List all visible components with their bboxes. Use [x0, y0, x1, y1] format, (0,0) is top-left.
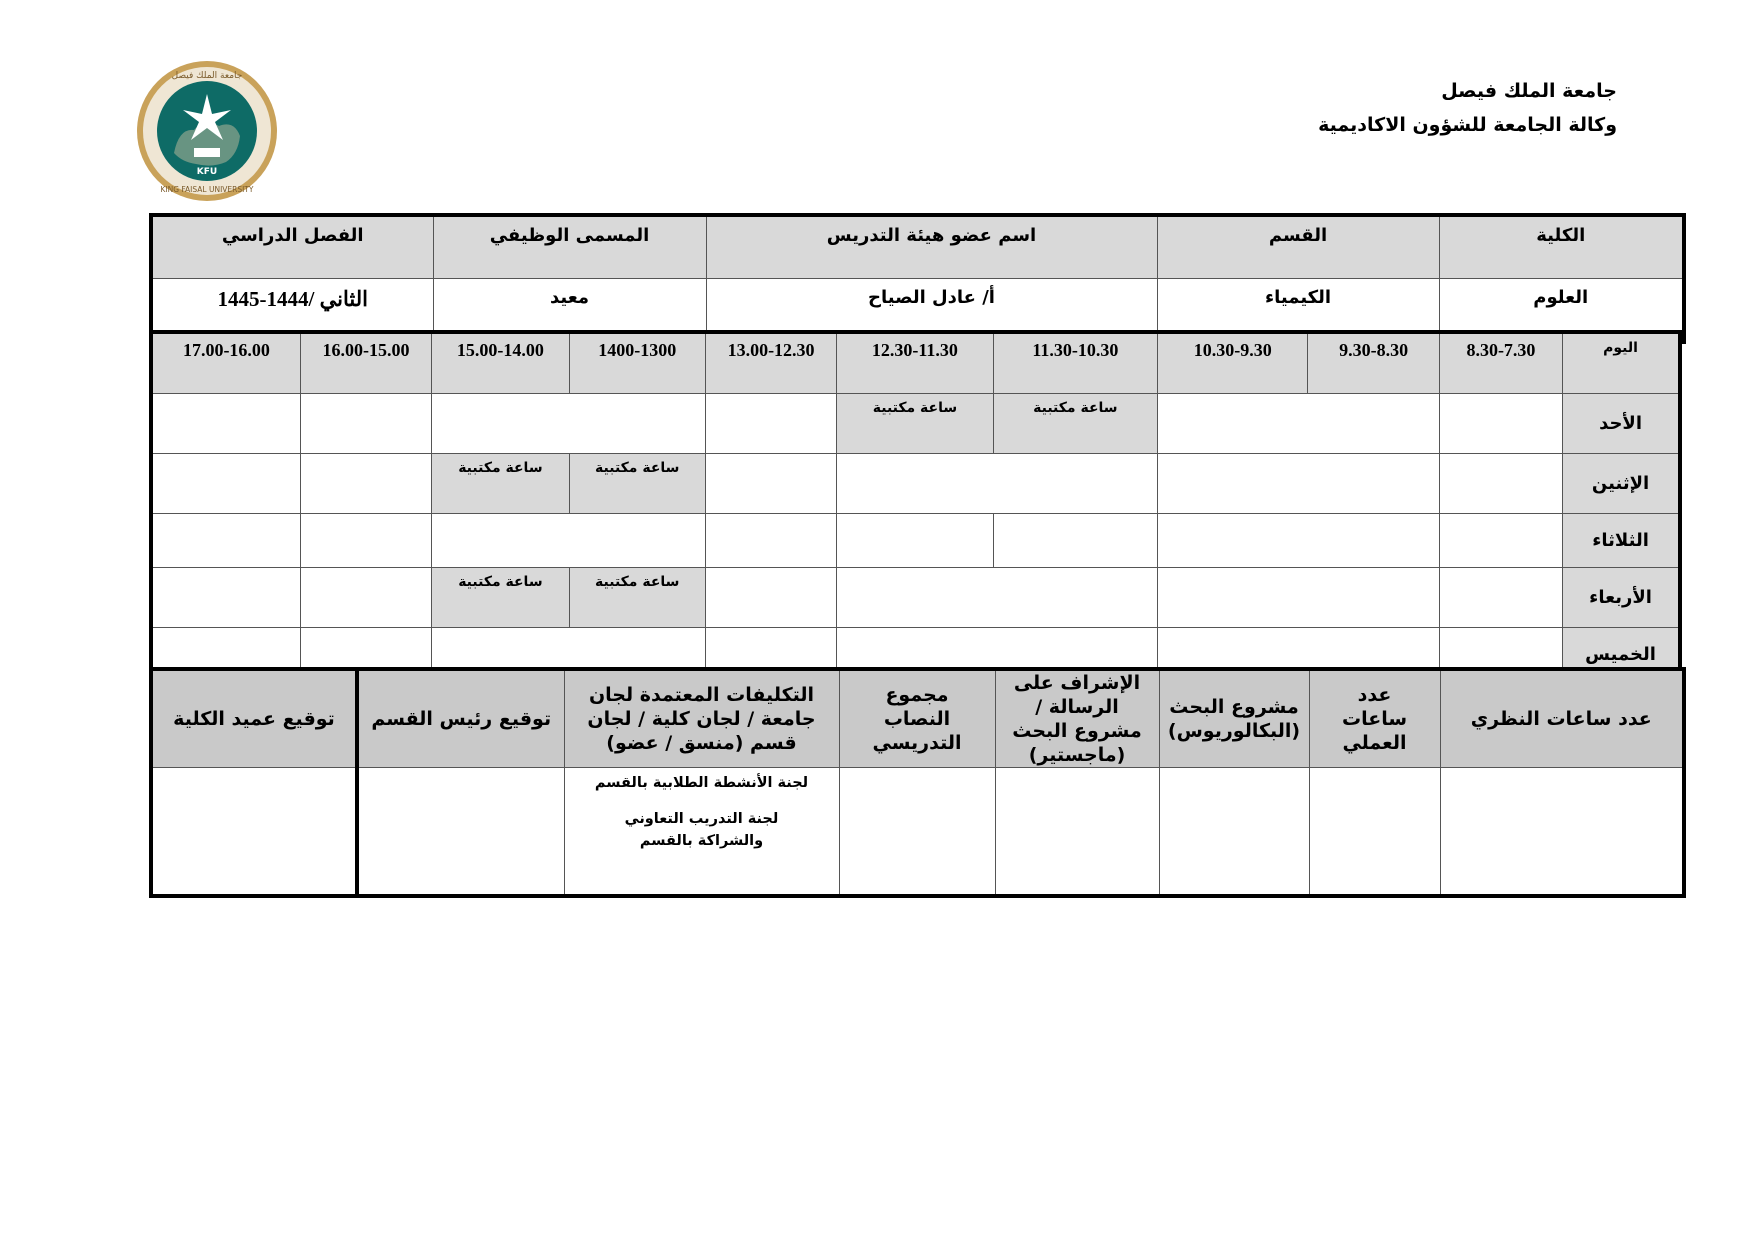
time-slot: 12.30-11.30 — [837, 332, 993, 394]
schedule-cell — [151, 568, 300, 628]
day-label: الإثنين — [1563, 454, 1680, 514]
schedule-cell — [837, 454, 1158, 514]
day-label: الخميس — [1563, 628, 1680, 684]
job-title-header: المسمى الوظيفي — [433, 215, 706, 279]
schedule-cell — [151, 514, 300, 568]
schedule-cell — [300, 568, 431, 628]
day-label: الأربعاء — [1563, 568, 1680, 628]
schedule-cell — [1439, 394, 1562, 454]
college-value: العلوم — [1439, 279, 1684, 343]
practical-hours-cell — [1309, 768, 1440, 897]
faculty-member-value: أ/ عادل الصياح — [706, 279, 1157, 343]
schedule-cell — [1158, 514, 1440, 568]
dept-head-signature-cell[interactable] — [357, 768, 564, 897]
schedule-cell — [1158, 454, 1440, 514]
committee-item: لجنة الأنشطة الطلابية بالقسم — [594, 775, 809, 791]
assignments-header: التكليفات المعتمدة لجان جامعة / لجان كلية / لجان قسم (منسق / عضو) — [564, 669, 839, 768]
document-header — [1318, 74, 1617, 142]
info-table — [149, 213, 1686, 344]
theory-hours-header: عدد ساعات النظري — [1440, 669, 1684, 768]
schedule-cell — [432, 514, 706, 568]
day-column-header: اليوم — [1563, 332, 1680, 394]
job-title-value: معيد — [433, 279, 706, 343]
schedule-cell — [705, 454, 836, 514]
schedule-cell — [300, 394, 431, 454]
time-slot: 9.30-8.30 — [1308, 332, 1439, 394]
teaching-load-cell — [839, 768, 995, 897]
schedule-cell — [151, 394, 300, 454]
committee-item: لجنة التدريب التعاوني والشراكة بالقسم — [624, 811, 779, 849]
schedule-cell — [1158, 394, 1440, 454]
dept-head-signature-header: توقيع رئيس القسم — [357, 669, 564, 768]
time-slot: 16.00-15.00 — [300, 332, 431, 394]
day-label: الثلاثاء — [1563, 514, 1680, 568]
teaching-load-header: مجموع النصاب التدريسي — [839, 669, 995, 768]
schedule-cell — [300, 454, 431, 514]
office-hour-cell: ساعة مكتبية — [432, 454, 569, 514]
schedule-cell — [151, 454, 300, 514]
assignments-cell — [564, 768, 839, 897]
day-label: الأحد — [1563, 394, 1680, 454]
schedule-cell — [1439, 454, 1562, 514]
schedule-cell — [837, 514, 993, 568]
supervision-cell — [995, 768, 1159, 897]
faculty-member-header: اسم عضو هيئة التدريس — [706, 215, 1157, 279]
schedule-cell — [1439, 514, 1562, 568]
office-hour-cell: ساعة مكتبية — [432, 568, 569, 628]
research-project-header: مشروع البحث (البكالوريوس) — [1159, 669, 1309, 768]
schedule-table — [149, 330, 1682, 685]
dean-signature-cell[interactable] — [151, 768, 357, 897]
semester-value: الثاني /1444-1445 — [151, 279, 433, 343]
schedule-cell — [705, 568, 836, 628]
time-slot: 15.00-14.00 — [432, 332, 569, 394]
time-slot: 17.00-16.00 — [151, 332, 300, 394]
schedule-cell — [837, 568, 1158, 628]
office-hour-cell: ساعة مكتبية — [569, 454, 705, 514]
time-slot: 11.30-10.30 — [993, 332, 1157, 394]
time-slot: 8.30-7.30 — [1439, 332, 1562, 394]
college-header: الكلية — [1439, 215, 1684, 279]
department-value: الكيمياء — [1157, 279, 1439, 343]
schedule-cell — [1439, 568, 1562, 628]
schedule-cell — [705, 394, 836, 454]
university-logo — [134, 58, 280, 204]
schedule-cell — [705, 514, 836, 568]
schedule-cell — [432, 394, 706, 454]
time-slot: 10.30-9.30 — [1158, 332, 1308, 394]
svg-text:KING FAISAL UNIVERSITY: KING FAISAL UNIVERSITY — [160, 185, 254, 194]
theory-hours-cell — [1440, 768, 1684, 897]
semester-header: الفصل الدراسي — [151, 215, 433, 279]
office-hour-cell: ساعة مكتبية — [569, 568, 705, 628]
office-hour-cell: ساعة مكتبية — [993, 394, 1157, 454]
supervision-header: الإشراف على الرسالة / مشروع البحث (ماجستير) — [995, 669, 1159, 768]
schedule-cell — [300, 514, 431, 568]
svg-text:جامعة الملك فيصل: جامعة الملك فيصل — [171, 71, 243, 81]
schedule-cell — [1158, 568, 1440, 628]
university-name: جامعة الملك فيصل — [1441, 80, 1617, 102]
department-header: القسم — [1157, 215, 1439, 279]
office-hour-cell: ساعة مكتبية — [837, 394, 993, 454]
summary-table — [149, 667, 1686, 898]
dean-signature-header: توقيع عميد الكلية — [151, 669, 357, 768]
agency-name: وكالة الجامعة للشؤون الاكاديمية — [1318, 114, 1617, 136]
time-slot: 13.00-12.30 — [705, 332, 836, 394]
practical-hours-header: عدد ساعات العملي — [1309, 669, 1440, 768]
schedule-cell — [993, 514, 1157, 568]
svg-text:KFU: KFU — [196, 167, 218, 177]
research-project-cell — [1159, 768, 1309, 897]
time-slot: 1400-1300 — [569, 332, 705, 394]
